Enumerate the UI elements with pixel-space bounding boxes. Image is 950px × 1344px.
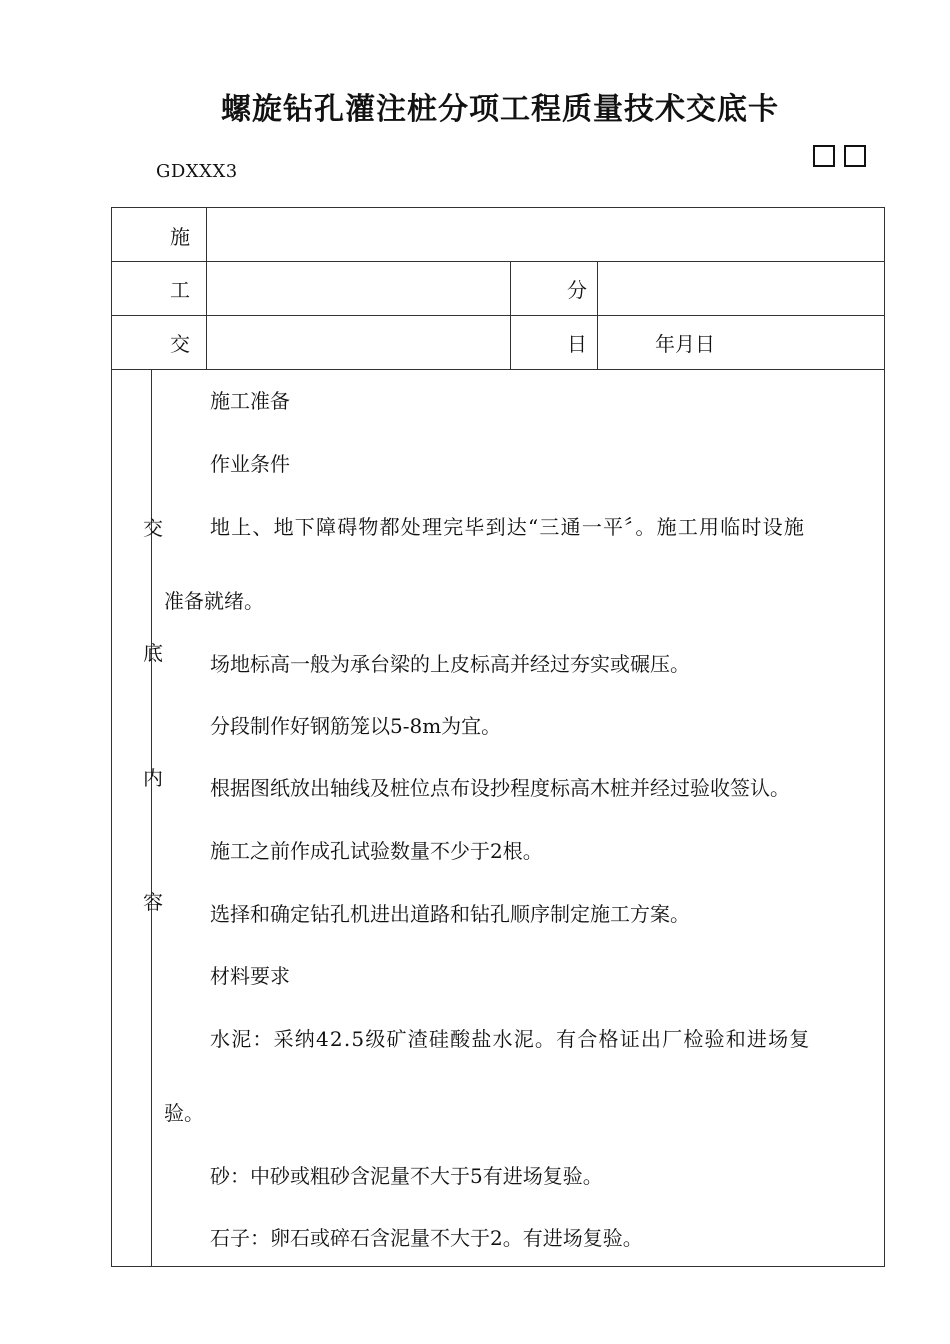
table-border-right xyxy=(884,207,885,1267)
row3-label: 交 xyxy=(170,332,190,356)
table-col-divider xyxy=(597,261,598,370)
content-line: 水泥：采纳42.5级矿渣硅酸盐水泥。有合格证出厂检验和进场复 xyxy=(210,1027,811,1051)
content-line: 根据图纸放出轴线及桩位点布设抄程度标高木桩并经过验收签认。 xyxy=(210,776,790,800)
checkbox-2[interactable] xyxy=(844,145,866,167)
checkbox-1[interactable] xyxy=(813,145,835,167)
table-border-bottom xyxy=(111,1266,885,1267)
content-line: 验。 xyxy=(164,1101,204,1125)
row3-date: 年月日 xyxy=(655,332,715,356)
content-line: 场地标高一般为承台梁的上皮标高并经过夯实或碾压。 xyxy=(210,652,690,676)
document-title: 螺旋钻孔灌注桩分项工程质量技术交底卡 xyxy=(221,92,779,127)
content-line: 作业条件 xyxy=(210,452,290,476)
table-row-divider xyxy=(111,315,885,316)
table-col-divider xyxy=(510,261,511,370)
content-line: 选择和确定钻孔机进出道路和钻孔顺序制定施工方案。 xyxy=(210,902,690,926)
table-col-divider xyxy=(206,207,207,370)
checkbox-group xyxy=(813,145,866,167)
content-line: 砂：中砂或粗砂含泥量不大于5有进场复验。 xyxy=(210,1164,603,1188)
content-line: 材料要求 xyxy=(210,964,290,988)
content-line: 分段制作好钢筋笼以5-8m为宜。 xyxy=(210,714,502,738)
row2-right-label: 分 xyxy=(567,278,587,302)
table-border-top xyxy=(111,207,885,208)
side-label-1: 交 xyxy=(143,516,163,540)
row2-label: 工 xyxy=(170,278,190,302)
content-line: 准备就绪。 xyxy=(164,589,264,613)
content-line: 石子：卵石或碎石含泥量不大于2。有进场复验。 xyxy=(210,1226,643,1250)
content-side-divider xyxy=(151,369,152,1267)
side-label-3: 内 xyxy=(143,766,163,790)
document-code: GDXXX3 xyxy=(156,161,238,182)
table-row-divider xyxy=(111,369,885,370)
row3-right-label: 日 xyxy=(567,332,587,356)
content-line: 施工准备 xyxy=(210,389,290,413)
side-label-4: 容 xyxy=(143,890,163,914)
content-line: 地上、地下障碍物都处理完毕到达“三通一平〞。施工用临时设施 xyxy=(210,515,806,539)
row1-label: 施 xyxy=(170,225,190,249)
content-line: 施工之前作成孔试验数量不少于2根。 xyxy=(210,839,543,863)
table-border-left xyxy=(111,207,112,1267)
table-row-divider xyxy=(111,261,885,262)
side-label-2: 底 xyxy=(143,641,163,665)
